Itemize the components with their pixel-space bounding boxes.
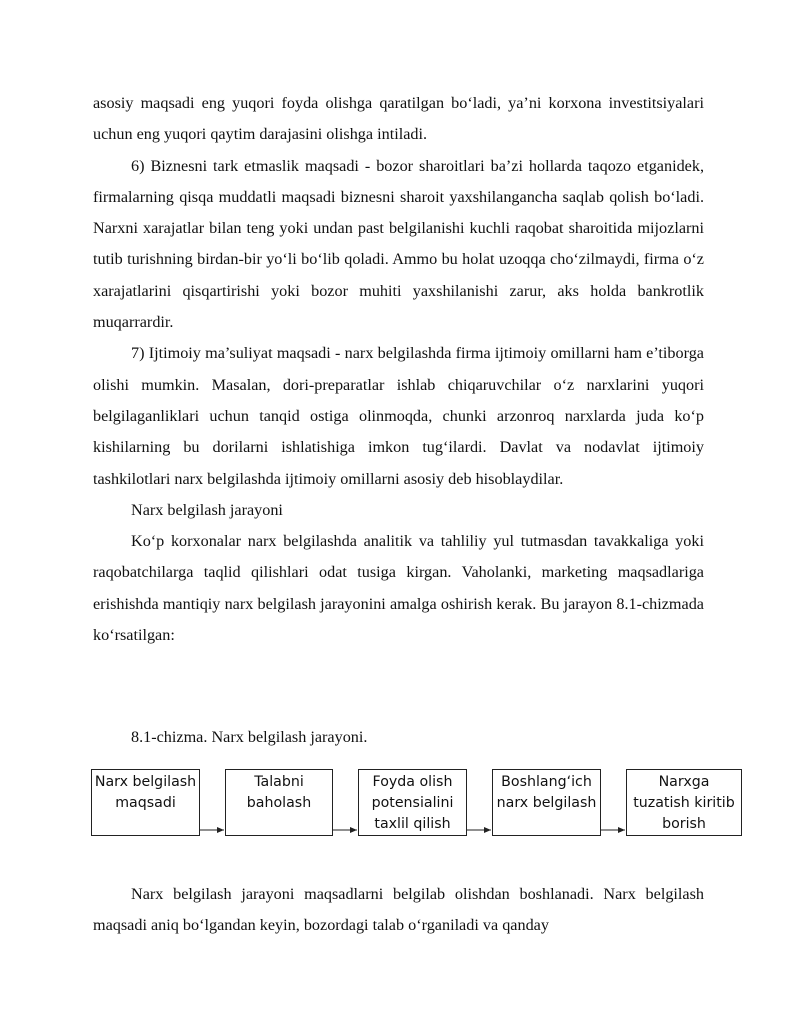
flow-step-5-line-2: tuzatish kiritib xyxy=(633,795,735,811)
body-text-top xyxy=(93,88,704,651)
flow-step-5-line-1: Narxga xyxy=(658,774,710,790)
section-heading: Narx belgilash jarayoni xyxy=(131,500,283,519)
flow-step-1-line-1: Narx belgilash xyxy=(94,774,197,790)
flow-step-3-line-2: potensialini xyxy=(371,795,454,811)
flow-step-demand-assessment xyxy=(225,769,333,836)
figure-caption-block xyxy=(93,722,704,753)
flow-step-4-line-2: narx belgilash xyxy=(496,795,597,811)
flow-step-3-line-3: taxlil qilish xyxy=(374,816,451,832)
flow-step-4-line-1: Boshlang‘ich xyxy=(501,774,592,790)
paragraph-social-responsibility: 7) Ijtimoiy ma’suliyat maqsadi - narx belgilashda firma ijtimoiy omillarni ham e’tiborga olishi mumkin. Masalan, dori-preparatlar ishlab chiqaruvchilar o‘z narxlarini yuqori belgilaganliklari uchun tanqid ostiga olinmoqda, chunki arzonroq narxlarda juda ko‘p kishilarning bu dorilarni ishlatishiga imkon tug‘ilardi. Davlat va nodavlat ijtimoiy tashkilotlari narx belgilashda ijtimoiy omillarni asosiy deb hisoblaydilar. xyxy=(93,344,704,488)
flow-step-5-line-3: borish xyxy=(662,816,706,832)
flow-step-1-line-2: maqsadi xyxy=(115,795,176,811)
paragraph-business-survival: 6) Biznesni tark etmaslik maqsadi - bozor sharoitlari ba’zi hollarda taqozo etganidek, firmalarning qisqa muddatli maqsadi biznesni sharoit yaxshilangancha saqlab qolish bo‘ladi. Narxni xarajatlar bilan teng yoki undan past belgilanishi kuchli raqobat sharoitida mijozlarni tutib turishning birdan-bir yo‘li bo‘lib qoladi. Ammo bu holat uzoqqa cho‘zilmaydi, firma o‘z xarajatlarini qisqartirishi yoki bozor muhiti yaxshilanishi zarur, aks holda bankrotlik muqarrardir. xyxy=(93,156,704,332)
flow-step-3-line-1: Foyda olish xyxy=(372,774,453,790)
paragraph-process-start: Narx belgilash jarayoni maqsadlarni belgilab olishdan boshlanadi. Narx belgilash maqsadi aniq bo‘lgandan keyin, bozordagi talab o‘rganiladi va qanday xyxy=(93,885,704,935)
flow-step-pricing-goal xyxy=(91,769,200,836)
flow-step-initial-price xyxy=(492,769,601,836)
paragraph-pricing-process-intro: Ko‘p korxonalar narx belgilashda analitik va tahliliy yul tutmasdan tavakkaliga yoki raqobatchilarga taqlid qilishlari odat tusiga kirgan. Vaholanki, marketing maqsadlariga erishishda mantiqiy narx belgilash jarayonini amalga oshirish kerak. Bu jarayon 8.1-chizmada ko‘rsatilgan: xyxy=(93,532,704,645)
flow-step-profit-analysis xyxy=(358,769,467,836)
body-text-bottom xyxy=(93,879,704,942)
figure-caption: 8.1-chizma. Narx belgilash jarayoni. xyxy=(131,728,368,746)
flow-step-2-line-1: Talabni xyxy=(254,774,304,790)
paragraph-profit-goal-end: asosiy maqsadi eng yuqori foyda olishga qaratilgan bo‘ladi, ya’ni korxona investitsiyalari uchun eng yuqori qaytim darajasini olishga intiladi. xyxy=(93,94,704,144)
flow-step-2-line-2: baholash xyxy=(246,795,312,811)
flow-step-price-adjustment xyxy=(626,769,742,836)
